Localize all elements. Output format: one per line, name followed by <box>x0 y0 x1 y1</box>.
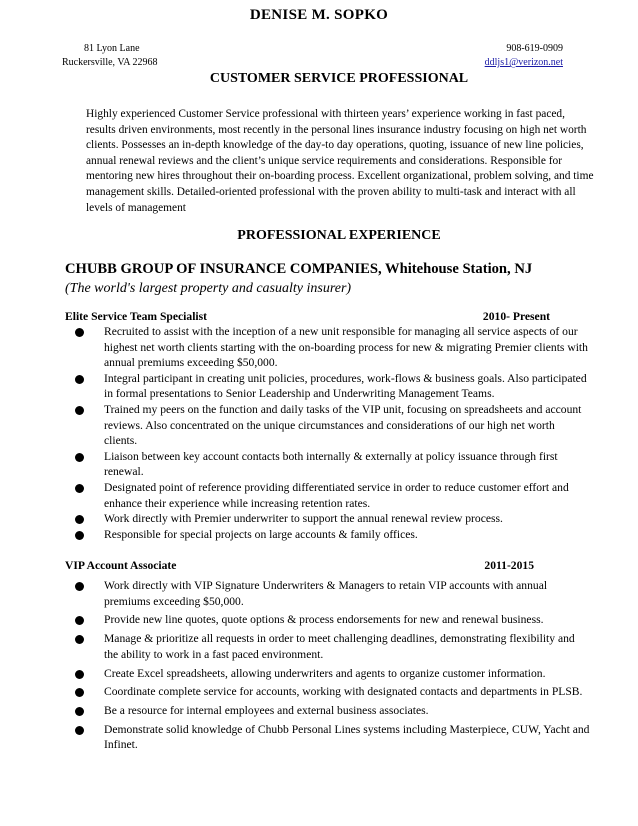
list-item <box>65 631 590 662</box>
bullet-icon <box>75 484 84 493</box>
list-item <box>65 371 590 402</box>
job-bullet-list <box>65 324 590 542</box>
bullet-text: Work directly with Premier underwriter to support the annual renewal review process. <box>104 512 503 526</box>
company-name: CHUBB GROUP OF INSURANCE COMPANIES, Whitehouse Station, NJ <box>65 261 533 277</box>
resume-name: DENISE M. SOPKO <box>249 7 389 23</box>
bullet-text: Manage & prioritize all requests in order to meet challenging deadlines, demonstrating flexibility and the ability to work in a fast paced environment. <box>104 632 575 661</box>
bullet-text: Liaison between key account contacts both internally & externally at policy issuance through first renewal. <box>104 449 558 479</box>
bullet-text: Provide new line quotes, quote options & process endorsements for new and renewal business. <box>104 613 544 627</box>
bullet-text: Trained my peers on the function and daily tasks of the VIP unit, focusing on spreadsheets and account reviews. Also concentrated on the unique circumstances and considerations of our high net worth clients. <box>104 402 582 448</box>
bullet-icon <box>75 328 84 337</box>
job-bullet-list <box>65 578 590 756</box>
list-item <box>65 449 590 480</box>
bullet-text: Responsible for special projects on large accounts & family offices. <box>104 527 418 541</box>
bullet-icon <box>75 375 84 384</box>
job-heading <box>65 310 550 323</box>
experience-title: PROFESSIONAL EXPERIENCE <box>237 228 441 243</box>
job-dates: 2011-2015 <box>484 559 534 572</box>
address-block <box>62 42 262 70</box>
list-item <box>65 402 590 449</box>
list-item <box>65 578 590 609</box>
bullet-text: Work directly with VIP Signature Underwriters & Managers to retain VIP accounts with annual premiums exceeding $50,000. <box>104 579 548 608</box>
bullet-text: Be a resource for internal employees and external business associates. <box>104 704 429 718</box>
contact-block <box>363 42 563 70</box>
list-item <box>65 511 590 527</box>
list-item <box>65 722 590 753</box>
address-line1: 81 Lyon Lane <box>84 43 140 54</box>
bullet-icon <box>75 531 84 540</box>
summary-title: CUSTOMER SERVICE PROFESSIONAL <box>209 71 469 86</box>
list-item <box>65 612 590 628</box>
list-item <box>65 480 590 511</box>
list-item <box>65 324 590 371</box>
bullet-icon <box>75 616 84 625</box>
bullet-icon <box>75 453 84 462</box>
bullet-text: Demonstrate solid knowledge of Chubb Personal Lines systems including Masterpiece, CUW, Yacht and Infinet. <box>104 722 590 752</box>
address-line2: Ruckersville, VA 22968 <box>62 57 158 68</box>
bullet-icon <box>75 406 84 415</box>
list-item <box>65 527 590 543</box>
summary-paragraph: Highly experienced Customer Service professional with thirteen years’ experience working in fast paced, results driven environments, most recently in the personal lines insurance industry focusing on high net worth clients. Possesses an in-depth knowledge of the day-to day operations, quoting, issuance of new line policies, annual renewal reviews and the client’s unique service requirements and considerations. Responsible for mentoring new hires throughout their on-boarding process. Excellent organizational, problem solving, and time management skills. Detailed-oriented professional with the proven ability to multi-task and interact with all levels of management <box>86 108 594 214</box>
bullet-icon <box>75 582 84 591</box>
job-title: Elite Service Team Specialist <box>65 310 208 323</box>
company-tagline: (The world's largest property and casualty insurer) <box>65 281 352 296</box>
bullet-text: Designated point of reference providing differentiated service in order to reduce customer effort and enhance their experience while increasing retention rates. <box>104 480 569 510</box>
list-item <box>65 666 590 682</box>
list-item <box>65 684 590 700</box>
job-title: VIP Account Associate <box>65 559 177 572</box>
bullet-icon <box>75 707 84 716</box>
bullet-text: Coordinate complete service for accounts, working with designated contacts and departments in PLSB. <box>104 685 583 699</box>
phone-number: 908-619-0909 <box>506 43 563 54</box>
job-heading <box>65 559 534 572</box>
bullet-icon <box>75 670 84 679</box>
bullet-icon <box>75 635 84 644</box>
bullet-text: Create Excel spreadsheets, allowing underwriters and agents to organize customer information. <box>104 666 546 680</box>
email-link[interactable]: ddljs1@verizon.net <box>484 57 563 68</box>
bullet-text: Integral participant in creating unit policies, procedures, work-flows & business goals. Also participated in formal presentations to Senior Leadership and Underwriting Management Teams. <box>104 371 587 401</box>
bullet-text: Recruited to assist with the inception of a new unit responsible for managing all service aspects of our highest net worth clients starting with the on-boarding process for new & migrating Premier clients with annual premiums exceeding $50,000. <box>104 325 588 370</box>
bullet-icon <box>75 726 84 735</box>
bullet-icon <box>75 688 84 697</box>
list-item <box>65 703 590 719</box>
bullet-icon <box>75 515 84 524</box>
job-dates: 2010- Present <box>482 310 550 323</box>
